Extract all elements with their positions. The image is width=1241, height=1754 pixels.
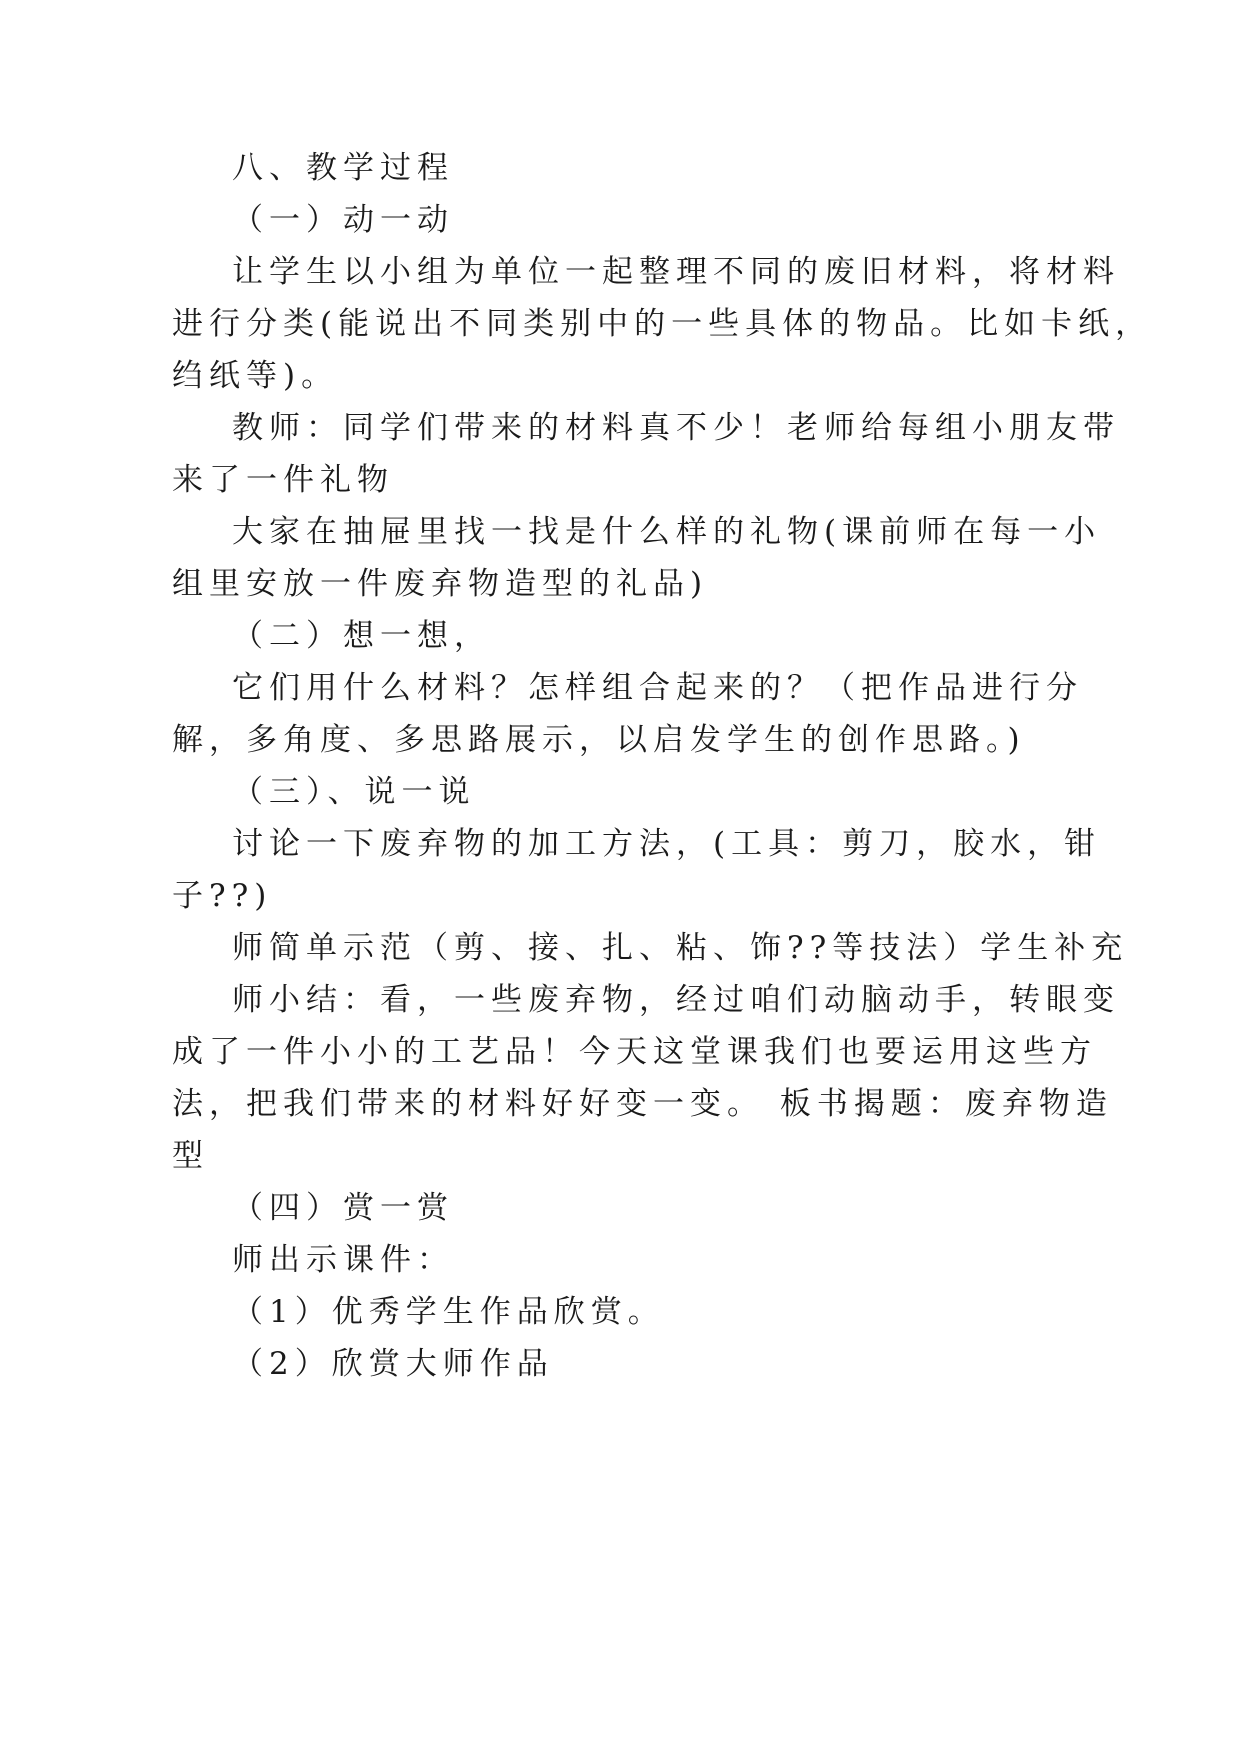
paragraph-line: 教师：同学们带来的材料真不少！老师给每组小朋友带 (232, 410, 1120, 446)
paragraph-line: 成了一件小小的工艺品！今天这堂课我们也要运用这些方 (172, 1034, 1097, 1070)
subsection-heading: （四）赏一赏 (232, 1190, 454, 1226)
paragraph-line: 来了一件礼物 (172, 462, 394, 498)
paragraph-line: 型 (172, 1138, 209, 1174)
paragraph-line: 解，多角度、多思路展示，以启发学生的创作思路。) (172, 722, 1026, 758)
paragraph-line: 让学生以小组为单位一起整理不同的废旧材料，将材料 (232, 254, 1120, 290)
paragraph-line: 师出示课件： (232, 1242, 454, 1278)
paragraph-line: 师小结：看，一些废弃物，经过咱们动脑动手，转眼变 (232, 982, 1120, 1018)
paragraph-line: 绉纸等)。 (172, 358, 339, 394)
section-heading: 八、教学过程 (232, 150, 454, 186)
list-item: （2）欣赏大师作品 (232, 1346, 554, 1382)
paragraph-line: 讨论一下废弃物的加工方法，(工具：剪刀，胶水，钳 (232, 826, 1102, 862)
subsection-heading: （一）动一动 (232, 202, 454, 238)
paragraph-line: 师简单示范（剪、接、扎、粘、饰??等技法）学生补充 (232, 930, 1129, 966)
paragraph-line: 组里安放一件废弃物造型的礼品) (172, 566, 709, 602)
paragraph-line: 子??) (172, 878, 273, 914)
paragraph-line: 进行分类(能说出不同类别中的一些具体的物品。比如卡纸， (172, 306, 1153, 342)
subsection-heading: （二）想一想， (232, 618, 491, 654)
paragraph-line: 法，把我们带来的材料好好变一变。 板书揭题：废弃物造 (172, 1086, 1113, 1122)
paragraph-line: 它们用什么材料？怎样组合起来的？（把作品进行分 (232, 670, 1083, 706)
subsection-heading: （三）、说一说 (232, 774, 476, 810)
paragraph-line: 大家在抽屉里找一找是什么样的礼物(课前师在每一小 (232, 514, 1102, 550)
list-item: （1）优秀学生作品欣赏。 (232, 1294, 665, 1330)
